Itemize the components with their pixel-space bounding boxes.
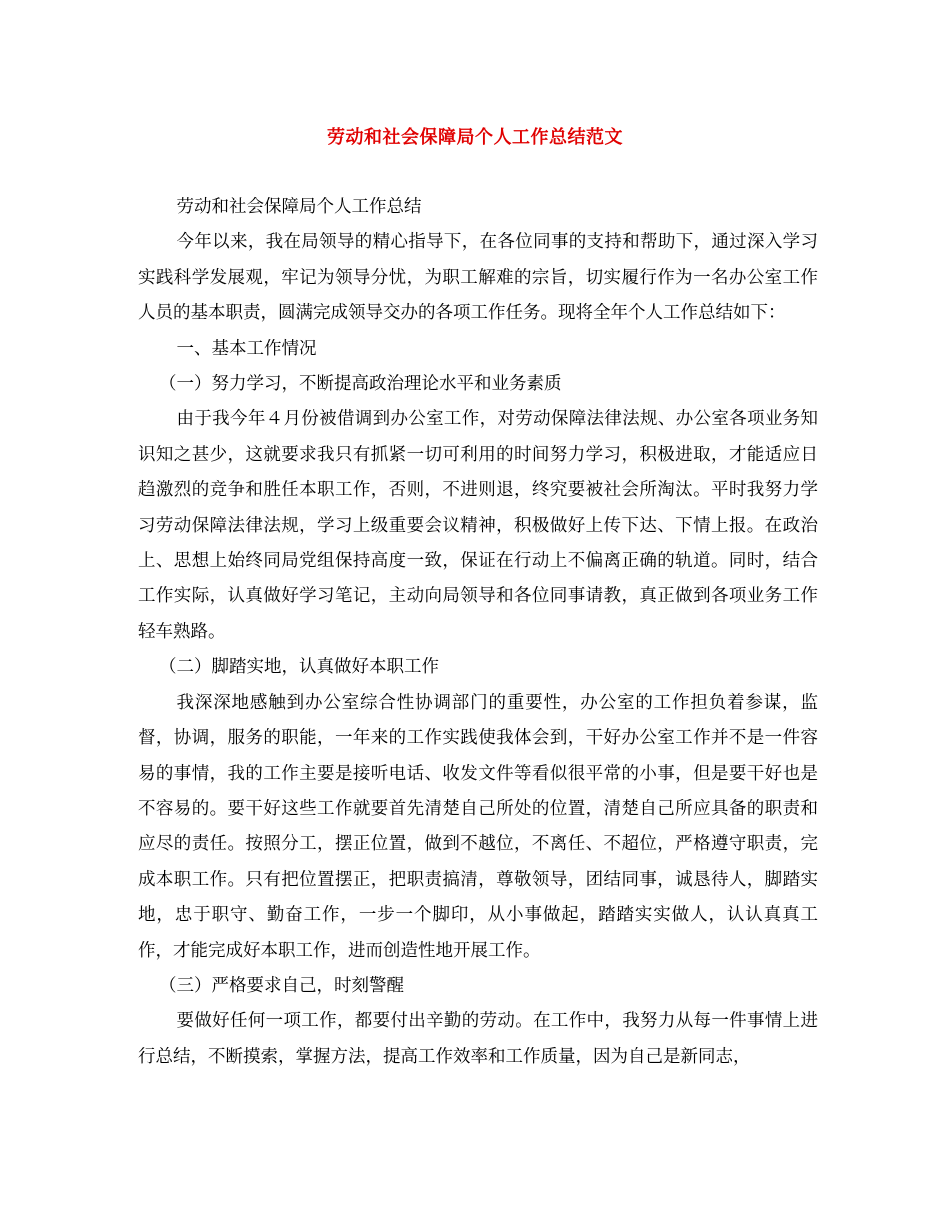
document-body: [138, 190, 818, 1075]
document-heading: 劳动和社会保障局个人工作总结: [176, 197, 422, 217]
subheading-duties: （二）脚踏实地，认真做好本职工作: [159, 657, 439, 678]
document-title: 劳动和社会保障局个人工作总结范文: [327, 127, 623, 148]
intro-paragraph: 今年以来，我在局领导的精心指导下，在各位同事的支持和帮助下，通过深入学习实践科学发展观，牢记为领导分忧，为职工解难的宗旨，切实履行作为一名办公室工作人员的基本职责，圆满完成领导交办的各项工作任务。现将全年个人工作总结如下：: [138, 232, 818, 324]
subheading-self-discipline: （三）严格要求自己，时刻警醒: [159, 975, 404, 996]
paragraph-duties: 我深深地感触到办公室综合性协调部门的重要性，办公室的工作担负着参谋，监督，协调，服务的职能，一年来的工作实践使我体会到，干好办公室工作并不是一件容易的事情，我的工作主要是接听电话、收发文件等看似很平常的小事，但是要干好也是不容易的。要干好这些工作就要首先清楚自己所处的位置，清楚自己所应具备的职责和应尽的责任。按照分工，摆正位置，做到不越位，不离任、不超位，严格遵守职责，完成本职工作。只有把位置摆正，把职责搞清，尊敬领导，团结同事，诚恳待人，脚踏实地，忠于职守、勤奋工作，一步一个脚印，从小事做起，踏踏实实做人，认认真真工作，才能完成好本职工作，进而创造性地开展工作。: [138, 692, 818, 961]
subheading-study: （一）努力学习，不断提高政治理论水平和业务素质: [159, 374, 562, 395]
paragraph-study: 由于我今年４月份被借调到办公室工作，对劳动保障法律法规、办公室各项业务知识知之甚少，这就要求我只有抓紧一切可利用的时间努力学习，积极进取，才能适应日趋激烈的竞争和胜任本职工作，否则，不进则退，终究要被社会所淘汰。平时我努力学习劳动保障法律法规，学习上级重要会议精神，积极做好上传下达、下情上报。在政治上、思想上始终同局党组保持高度一致，保证在行动上不偏离正确的轨道。同时，结合工作实际，认真做好学习笔记，主动向局领导和各位同事请教，真正做到各项业务工作轻车熟路。: [138, 409, 818, 642]
paragraph-self-discipline: 要做好任何一项工作，都要付出辛勤的劳动。在工作中，我努力从每一件事情上进行总结，不断摸索，掌握方法，提高工作效率和工作质量，因为自己是新同志，: [138, 1011, 818, 1067]
section-heading-basic-work: 一、基本工作情况: [176, 338, 317, 359]
